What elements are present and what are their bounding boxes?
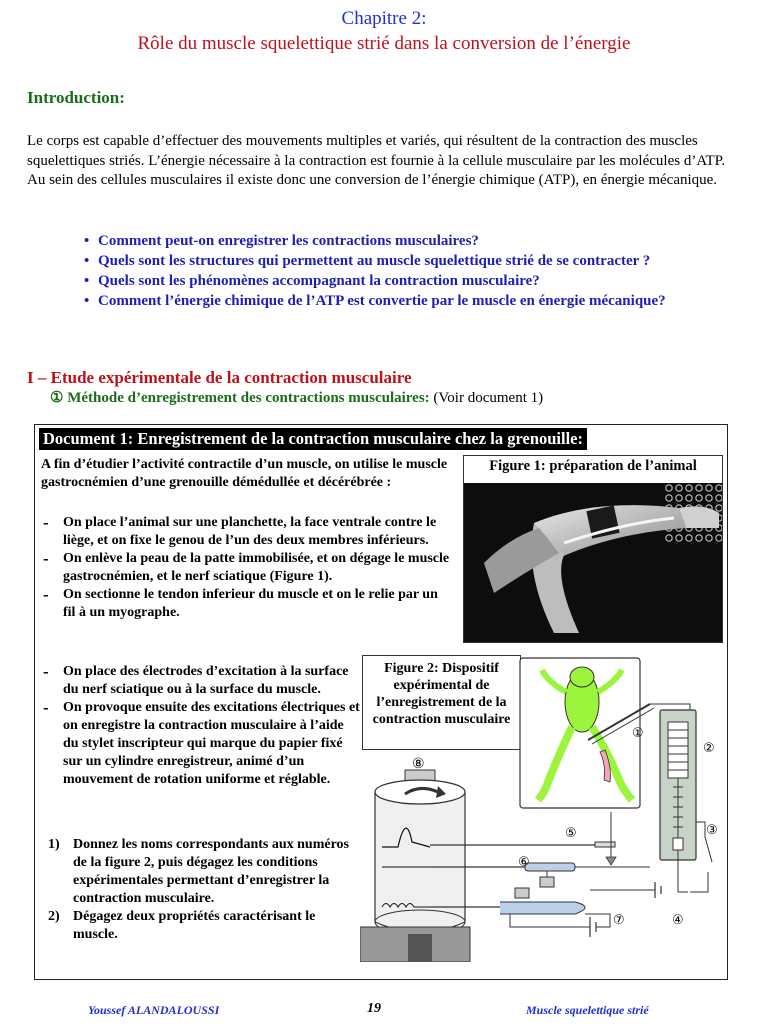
step-item: - On place l’animal sur une planchette, la face ventrale contre le liège, et on fixe le genou de l’un des deux membres inférieurs.: [41, 514, 451, 550]
doc-question-number: 1): [48, 837, 60, 852]
intro-questions-list: [84, 231, 684, 311]
question-item: • Comment peut-on enregistrer les contractions musculaires?: [84, 231, 684, 251]
subsection-title: Méthode d’enregistrement des contractions musculaires:: [67, 390, 430, 406]
procedure-steps-b: [41, 663, 361, 789]
figure2-caption: Figure 2: Dispositif expérimental de l’enregistrement de la contraction musculaire: [372, 661, 511, 727]
figure2-label-6: ⑥: [518, 855, 530, 870]
doc-question-item: [48, 908, 358, 944]
figure2-label-4: ④: [672, 913, 684, 928]
section-heading: I – Etude expérimentale de la contraction musculaire: [27, 368, 412, 387]
step-item: - On provoque ensuite des excitations électriques et on enregistre la contraction musculaire à l’aide du stylet inscripteur qui marque du papier fixé sur un cylindre enregistreur, animé d’un mouvement de rotation uniforme et réglable.: [41, 699, 361, 789]
kymograph-cylinder: [360, 770, 470, 962]
step-item: - On enlève la peau de la patte immobilisée, et on dégage le muscle gastrocnémien, et le nerf sciatique (Figure 1).: [41, 550, 451, 586]
figure2-label-2: ②: [703, 741, 715, 756]
figure2-label-5: ⑤: [565, 826, 577, 841]
doc-question-text: Dégagez deux propriétés caractérisant le muscle.: [73, 909, 316, 942]
document-questions: [48, 836, 358, 944]
document-intro: A fin d’étudier l’activité contractile d’un muscle, on utilise le muscle gastrocnémien d’une grenouille démédullée et décérébrée :: [41, 457, 448, 490]
footer-page-number: 19: [367, 1001, 381, 1016]
doc-question-item: [48, 836, 358, 908]
footer-author: Youssef ALANDALOUSSI: [88, 1003, 220, 1017]
figure1-caption: Figure 1: préparation de l’animal: [489, 458, 697, 474]
footer-topic: Muscle squelettique strié: [526, 1003, 649, 1017]
question-item: • Quels sont les structures qui permettent au muscle squelettique strié de se contracter ?: [84, 251, 684, 271]
figure1-photo: [464, 483, 722, 642]
doc-question-number: 2): [48, 909, 60, 924]
figure2-diagram: [360, 652, 728, 962]
subsection-heading: [50, 388, 543, 407]
chapter-title: Chapitre 2:: [341, 8, 427, 29]
figure2-label-1: ①: [632, 726, 644, 741]
introduction-paragraph: Le corps est capable d’effectuer des mouvements multiples et variés, qui résultent de la contraction des muscles squelettiques striés. L’énergie nécessaire à la contraction est fournie à la cellule musculaire par les molécules d’ATP. Au sein des cellules musculaires il existe donc une conversion de l’énergie chimique (ATP), en énergie mécanique.: [27, 133, 726, 188]
figure2-label-8: ⑧: [412, 756, 425, 772]
document-title: Document 1: Enregistrement de la contraction musculaire chez la grenouille:: [39, 428, 587, 450]
doc-question-text: Donnez les noms correspondants aux numéros de la figure 2, puis dégagez les conditions expérimentales permettant d’enregistrer la contraction musculaire.: [73, 837, 350, 906]
subsection-marker: ①: [50, 390, 64, 406]
figure2-label-3: ③: [706, 823, 718, 838]
step-item: - On sectionne le tendon inferieur du muscle et on le relie par un fil à un myographe.: [41, 586, 451, 622]
figure2-label-7: ⑦: [613, 913, 625, 928]
step-item: - On place des électrodes d’excitation à la surface du nerf sciatique ou à la surface du muscle.: [41, 663, 361, 699]
procedure-steps-a: [41, 514, 451, 622]
subsection-ref: (Voir document 1): [433, 390, 544, 406]
question-item: • Comment l’énergie chimique de l’ATP est convertie par le muscle en énergie mécanique?: [84, 291, 684, 311]
introduction-heading: Introduction:: [27, 88, 125, 107]
chapter-subtitle: Rôle du muscle squelettique strié dans la conversion de l’énergie: [137, 33, 631, 54]
question-item: • Quels sont les phénomènes accompagnant la contraction musculaire?: [84, 271, 684, 291]
